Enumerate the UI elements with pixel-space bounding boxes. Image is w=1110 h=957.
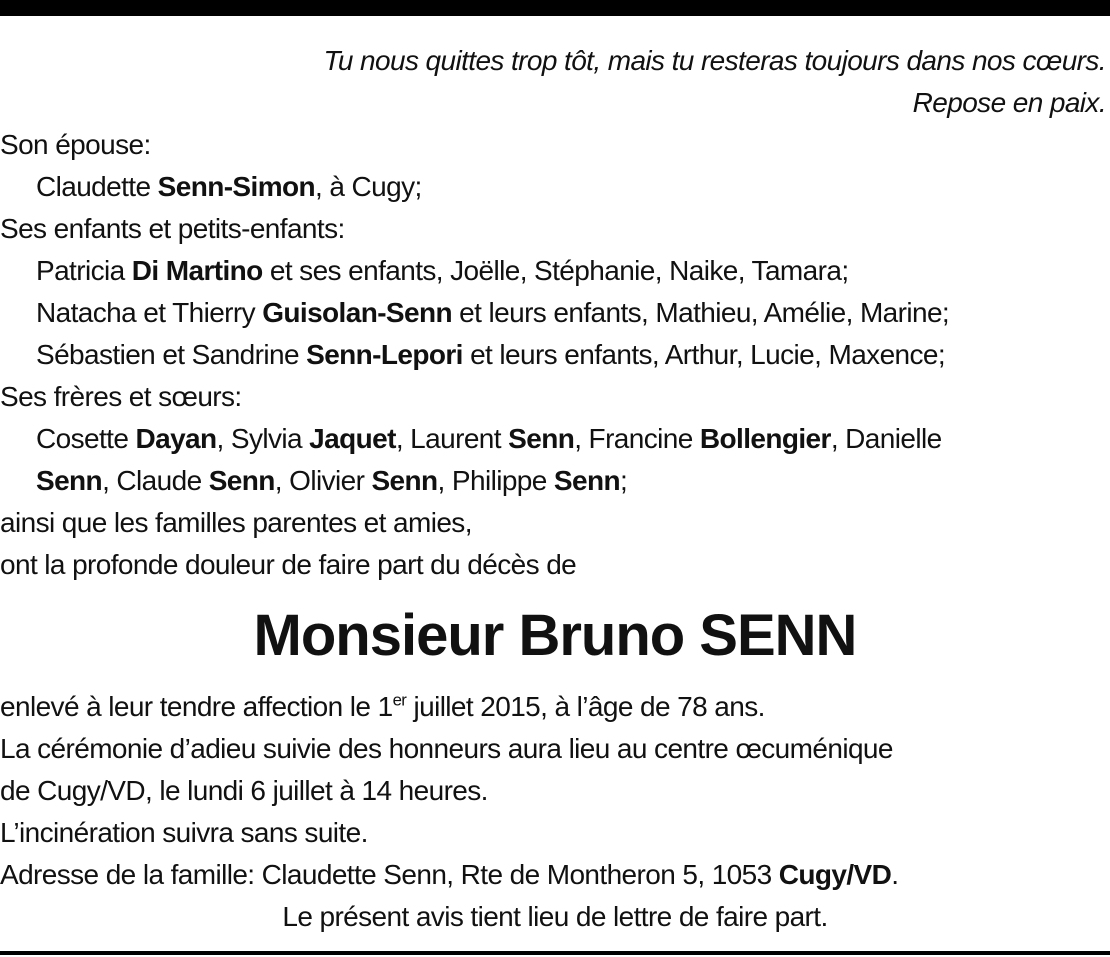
details-line-3: de Cugy/VD, le lundi 6 juillet à 14 heures. [0, 775, 488, 806]
siblings-line-2: Senn, Claude Senn, Olivier Senn, Philippe Senn; [36, 465, 628, 496]
details-line-4: L’incinération suivra sans suite. [0, 817, 368, 848]
siblings-line-1: Cosette Dayan, Sylvia Jaquet, Laurent Senn, Francine Bollengier, Danielle [36, 423, 942, 454]
details-line-2: La cérémonie d’adieu suivie des honneurs aura lieu au centre œcuménique [0, 733, 893, 764]
siblings-heading: Ses frères et sœurs: [0, 381, 242, 412]
top-rule [0, 0, 1110, 16]
family-address: Adresse de la famille: Claudette Senn, Rte de Montheron 5, 1053 Cugy/VD. [0, 859, 899, 890]
bottom-rule [0, 951, 1110, 955]
spouse-surname: Senn-Simon [157, 171, 315, 202]
spouse-entry: Claudette Senn-Simon, à Cugy; [36, 171, 422, 202]
spouse-heading: Son épouse: [0, 129, 151, 160]
quote-line-1: Tu nous quittes trop tôt, mais tu resteras toujours dans nos cœurs. [323, 45, 1106, 76]
child-entry: Patricia Di Martino et ses enfants, Joëlle, Stéphanie, Naike, Tamara; [36, 255, 849, 286]
quote-line-2: Repose en paix. [912, 87, 1106, 118]
details-line-1: enlevé à leur tendre affection le 1er juillet 2015, à l’âge de 78 ans. [0, 690, 765, 722]
child-entry: Sébastien et Sandrine Senn-Lepori et leurs enfants, Arthur, Lucie, Maxence; [36, 339, 946, 370]
children-heading: Ses enfants et petits-enfants: [0, 213, 345, 244]
child-entry: Natacha et Thierry Guisolan-Senn et leurs enfants, Mathieu, Amélie, Marine; [36, 297, 950, 328]
announce-line: ont la profonde douleur de faire part du décès de [0, 549, 577, 580]
families-line: ainsi que les familles parentes et amies, [0, 507, 472, 538]
closing-line: Le présent avis tient lieu de lettre de faire part. [282, 901, 828, 932]
obituary-notice [0, 40, 1110, 938]
deceased-name: Monsieur Bruno SENN [253, 603, 857, 668]
